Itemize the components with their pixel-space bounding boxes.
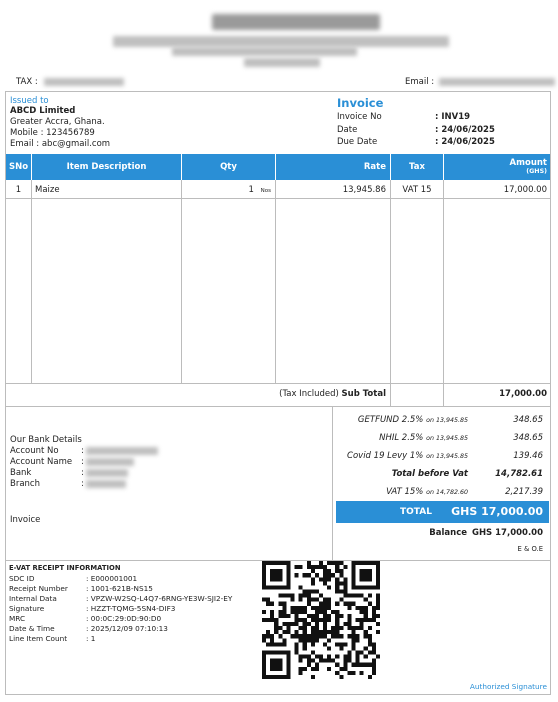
- before-vat-value: 14,782.61: [495, 469, 543, 479]
- evat-value: : 1: [86, 634, 96, 643]
- evat-label: Date & Time: [9, 624, 55, 633]
- bank-account-name-label: Account Name: [10, 457, 73, 467]
- evat-label: SDC ID: [9, 574, 35, 583]
- evat-value: : 1001-621B-NS15: [86, 584, 153, 593]
- evat-value: : 00:0C:29:0D:90:D0: [86, 614, 162, 623]
- subtotal-prefix: (Tax Included): [279, 389, 339, 399]
- header-tax: Tax: [409, 162, 425, 172]
- evat-value: : 2025/12/09 07:10:13: [86, 624, 168, 633]
- bank-account-name-redacted: [86, 458, 134, 466]
- invoice-note: Invoice: [10, 515, 41, 525]
- bank-heading: Our Bank Details: [10, 435, 82, 445]
- email-label: Email :: [405, 77, 435, 87]
- total-value: GHS 17,000.00: [451, 505, 543, 518]
- evat-value: : HZZT-TQMG-5SN4-DIF3: [86, 604, 176, 613]
- vat-base: on 14,782.60: [426, 489, 468, 496]
- header-rate: Rate: [363, 162, 386, 172]
- nhil-base: on 13,945.85: [426, 435, 468, 442]
- header-amount: [444, 154, 547, 180]
- vat-value: 2,217.39: [505, 487, 543, 497]
- invoice-title: Invoice: [337, 96, 384, 110]
- company-address-redacted: [244, 58, 320, 67]
- balance-value: GHS 17,000.00: [471, 528, 543, 538]
- nhil-text: NHIL 2.5%: [379, 433, 424, 443]
- before-vat-label: Total before Vat: [391, 469, 468, 479]
- header-sno: SNo: [8, 162, 29, 172]
- balance-label: Balance: [429, 528, 467, 538]
- invoice-date-label: Date: [337, 125, 358, 135]
- evat-value: : E000001001: [86, 574, 138, 583]
- total-label: TOTAL: [400, 507, 432, 517]
- qr-code-icon: [262, 561, 380, 679]
- subtotal-value: 17,000.00: [499, 389, 547, 399]
- getfund-text: GETFUND 2.5%: [357, 415, 424, 425]
- row-rate: 13,945.86: [342, 185, 386, 195]
- covid-levy-label: [336, 451, 468, 461]
- row-description: Maize: [35, 185, 60, 195]
- evat-label: Receipt Number: [9, 584, 68, 593]
- evat-heading: E-VAT RECEIPT INFORMATION: [9, 564, 121, 572]
- row-qty-unit: Nos: [260, 188, 271, 194]
- getfund-label: [336, 415, 468, 425]
- invoice-due-value: : 24/06/2025: [435, 137, 495, 147]
- covid-levy-value: 139.46: [513, 451, 543, 461]
- bank-colon: :: [81, 479, 84, 489]
- header-amount-unit: (GHS): [526, 168, 547, 176]
- customer-address: Greater Accra, Ghana.: [10, 117, 105, 127]
- customer-mobile: Mobile : 123456789: [10, 128, 95, 138]
- vat-text: VAT 15%: [386, 487, 424, 497]
- company-address-redacted: [113, 36, 449, 47]
- row-qty: [182, 185, 271, 195]
- issued-to-label: Issued to: [10, 96, 49, 106]
- header-amount-label: Amount: [509, 157, 547, 168]
- subtotal-label: [200, 389, 386, 399]
- bank-colon: :: [81, 446, 84, 456]
- company-name-redacted: [212, 14, 380, 30]
- invoice-no-label: Invoice No: [337, 112, 382, 122]
- getfund-value: 348.65: [513, 415, 543, 425]
- header-description: Item Description: [66, 162, 147, 172]
- getfund-base: on 13,945.85: [426, 417, 468, 424]
- email-redacted: [439, 78, 555, 86]
- company-address-redacted: [172, 47, 357, 56]
- evat-label: Signature: [9, 604, 45, 613]
- evat-value: : VPZW-W2SQ-L4Q7-6RNG-YE3W-SJI2-EY: [86, 594, 233, 603]
- covid-levy-text: Covid 19 Levy 1%: [347, 451, 424, 461]
- bank-account-no-redacted: [86, 447, 158, 455]
- row-qty-value: 1: [248, 185, 254, 195]
- bank-branch-label: Branch: [10, 479, 40, 489]
- bank-colon: :: [81, 457, 84, 467]
- invoice-no-value: : INV19: [435, 112, 471, 122]
- covid-levy-base: on 13,945.85: [426, 453, 468, 460]
- invoice-due-label: Due Date: [337, 137, 378, 147]
- evat-label: Line Item Count: [9, 634, 68, 643]
- bank-name-redacted: [86, 469, 128, 477]
- bank-colon: :: [81, 468, 84, 478]
- tax-number-redacted: [44, 78, 124, 86]
- authorized-signature: Authorized Signature: [469, 682, 547, 691]
- evat-label: Internal Data: [9, 594, 57, 603]
- header-qty: Qty: [220, 162, 237, 172]
- tax-label: TAX :: [16, 77, 38, 87]
- invoice-date-value: : 24/06/2025: [435, 125, 495, 135]
- row-tax: VAT 15: [402, 185, 432, 195]
- row-amount: 17,000.00: [503, 185, 547, 195]
- nhil-label: [336, 433, 468, 443]
- eoe-note: E & O.E: [517, 545, 543, 553]
- subtotal-text: Sub Total: [341, 389, 386, 399]
- customer-name: ABCD Limited: [10, 106, 76, 116]
- nhil-value: 348.65: [513, 433, 543, 443]
- evat-label: MRC: [9, 614, 26, 623]
- bank-account-no-label: Account No: [10, 446, 59, 456]
- row-sno: 1: [15, 185, 22, 195]
- tax-row: [16, 77, 124, 87]
- email-row: [405, 77, 555, 87]
- bank-branch-redacted: [86, 480, 126, 488]
- customer-email: Email : abc@gmail.com: [10, 139, 111, 149]
- bank-name-label: Bank: [10, 468, 32, 478]
- vat-label: [336, 487, 468, 497]
